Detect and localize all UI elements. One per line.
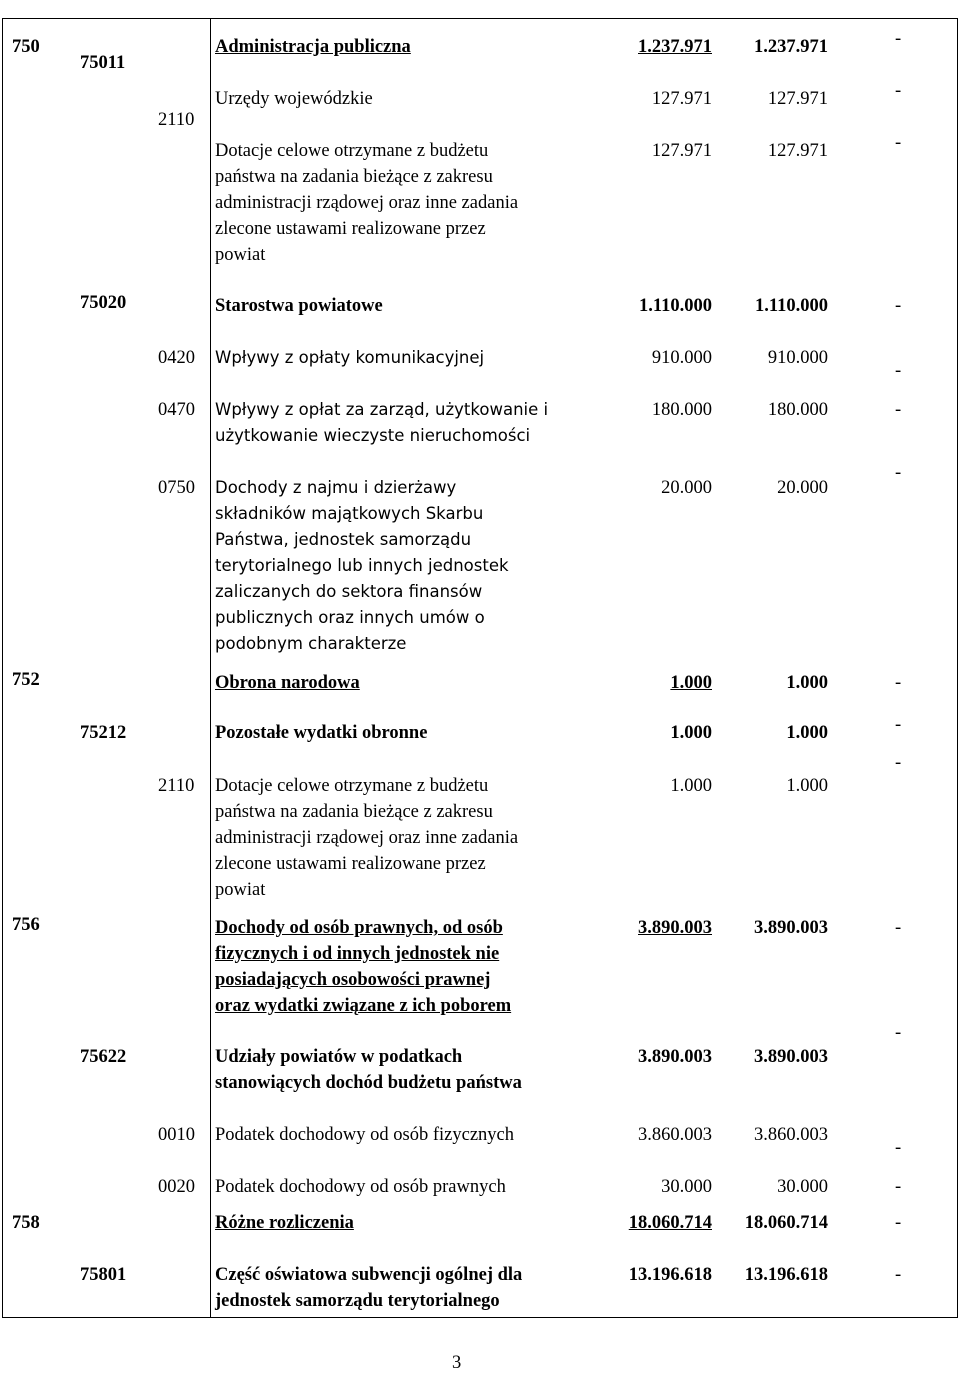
amount-after-change: 910.000	[767, 348, 828, 368]
item-name: Pozostałe wydatki obronne	[215, 723, 428, 743]
item-name: Dotacje celowe otrzymane z budżetu państwa na zadania bieżące z zakresu administracji rządowej oraz inne zadania zlecone ustawami realizowane przez powiat	[215, 776, 519, 900]
paragraf-code: 0750	[158, 478, 195, 498]
item-name: Udziały powiatów w podatkach stanowiących dochód budżetu państwa	[215, 1047, 522, 1093]
dzial-code: 750	[12, 37, 40, 57]
plan-amount: 3.890.003	[638, 918, 712, 938]
change-amount: -	[895, 1213, 902, 1233]
dzial-code: 756	[12, 915, 40, 935]
amount-after-change: 18.060.714	[744, 1213, 828, 1233]
amount-after-change: 127.971	[767, 141, 828, 161]
change-amount: -	[895, 1177, 902, 1197]
change-amount: -	[895, 673, 902, 693]
change-amount: -	[895, 81, 902, 101]
amount-after-change: 1.000	[786, 673, 828, 693]
amount-after-change: 3.890.003	[754, 1047, 828, 1067]
change-amount: -	[895, 753, 902, 773]
amount-after-change: 1.110.000	[755, 296, 828, 316]
plan-amount: 30.000	[661, 1177, 712, 1197]
change-amount: -	[895, 715, 902, 735]
plan-amount: 1.000	[670, 723, 712, 743]
rozdzial-code: 75020	[80, 293, 127, 313]
amount-after-change: 3.890.003	[754, 918, 828, 938]
rozdzial-code: 75212	[80, 723, 127, 743]
item-name: Dochody od osób prawnych, od osób fizycznych i od innych jednostek nie posiadających osobowości prawnej oraz wydatki związane z ich poborem	[215, 918, 512, 1016]
plan-amount: 1.000	[670, 776, 712, 796]
plan-amount: 1.110.000	[639, 296, 712, 316]
plan-amount: 13.196.618	[628, 1265, 712, 1285]
plan-amount: 910.000	[651, 348, 712, 368]
paragraf-code: 0420	[158, 348, 195, 368]
plan-amount: 180.000	[651, 400, 712, 420]
change-amount: -	[895, 361, 902, 381]
amount-after-change: 1.000	[786, 776, 828, 796]
plan-amount: 20.000	[661, 478, 712, 498]
item-name: Część oświatowa subwencji ogólnej dla jednostek samorządu terytorialnego	[215, 1265, 523, 1311]
item-name: Obrona narodowa	[215, 673, 360, 693]
change-amount: -	[895, 400, 902, 420]
item-name: Wpływy z opłaty komunikacyjnej	[215, 348, 485, 367]
item-name: Różne rozliczenia	[215, 1213, 354, 1233]
paragraf-code: 0020	[158, 1177, 195, 1197]
plan-amount: 127.971	[651, 141, 712, 161]
dzial-code: 752	[12, 670, 40, 690]
amount-after-change: 127.971	[767, 89, 828, 109]
change-amount: -	[895, 463, 902, 483]
page-number: 3	[452, 1353, 462, 1373]
amount-after-change: 1.000	[786, 723, 828, 743]
plan-amount: 3.860.003	[638, 1125, 712, 1145]
amount-after-change: 1.237.971	[754, 37, 828, 57]
item-name: Dochody z najmu i dzierżawy składników majątkowych Skarbu Państwa, jednostek samorządu terytorialnego lub innych jednostek zaliczanych do sektora finansów publicznych oraz innych umów o podobnym charakterze	[215, 478, 509, 653]
amount-after-change: 3.860.003	[754, 1125, 828, 1145]
rozdzial-code: 75622	[80, 1047, 127, 1067]
item-name: Administracja publiczna	[215, 37, 411, 57]
item-name: Urzędy wojewódzkie	[215, 89, 373, 109]
paragraf-code: 0470	[158, 400, 195, 420]
rozdzial-code: 75011	[80, 53, 126, 73]
paragraf-code: 2110	[158, 110, 195, 130]
change-amount: -	[895, 296, 902, 316]
plan-amount: 1.000	[670, 673, 712, 693]
plan-amount: 127.971	[651, 89, 712, 109]
change-amount: -	[895, 1138, 902, 1158]
item-name: Starostwa powiatowe	[215, 296, 383, 316]
paragraf-code: 0010	[158, 1125, 195, 1145]
item-name: Wpływy z opłat za zarząd, użytkowanie i użytkowanie wieczyste nieruchomości	[215, 400, 549, 445]
dzial-code: 758	[12, 1213, 40, 1233]
change-amount: -	[895, 29, 902, 49]
column-divider	[210, 18, 211, 1318]
amount-after-change: 180.000	[767, 400, 828, 420]
plan-amount: 1.237.971	[638, 37, 712, 57]
plan-amount: 3.890.003	[638, 1047, 712, 1067]
amount-after-change: 30.000	[777, 1177, 828, 1197]
plan-amount: 18.060.714	[628, 1213, 712, 1233]
item-name: Dotacje celowe otrzymane z budżetu państwa na zadania bieżące z zakresu administracji rządowej oraz inne zadania zlecone ustawami realizowane przez powiat	[215, 141, 519, 265]
change-amount: -	[895, 133, 902, 153]
change-amount: -	[895, 918, 902, 938]
change-amount: -	[895, 1265, 902, 1285]
change-amount: -	[895, 1023, 902, 1043]
paragraf-code: 2110	[158, 776, 195, 796]
item-name: Podatek dochodowy od osób prawnych	[215, 1177, 506, 1197]
rozdzial-code: 75801	[80, 1265, 127, 1285]
amount-after-change: 20.000	[777, 478, 828, 498]
amount-after-change: 13.196.618	[744, 1265, 828, 1285]
item-name: Podatek dochodowy od osób fizycznych	[215, 1125, 515, 1145]
